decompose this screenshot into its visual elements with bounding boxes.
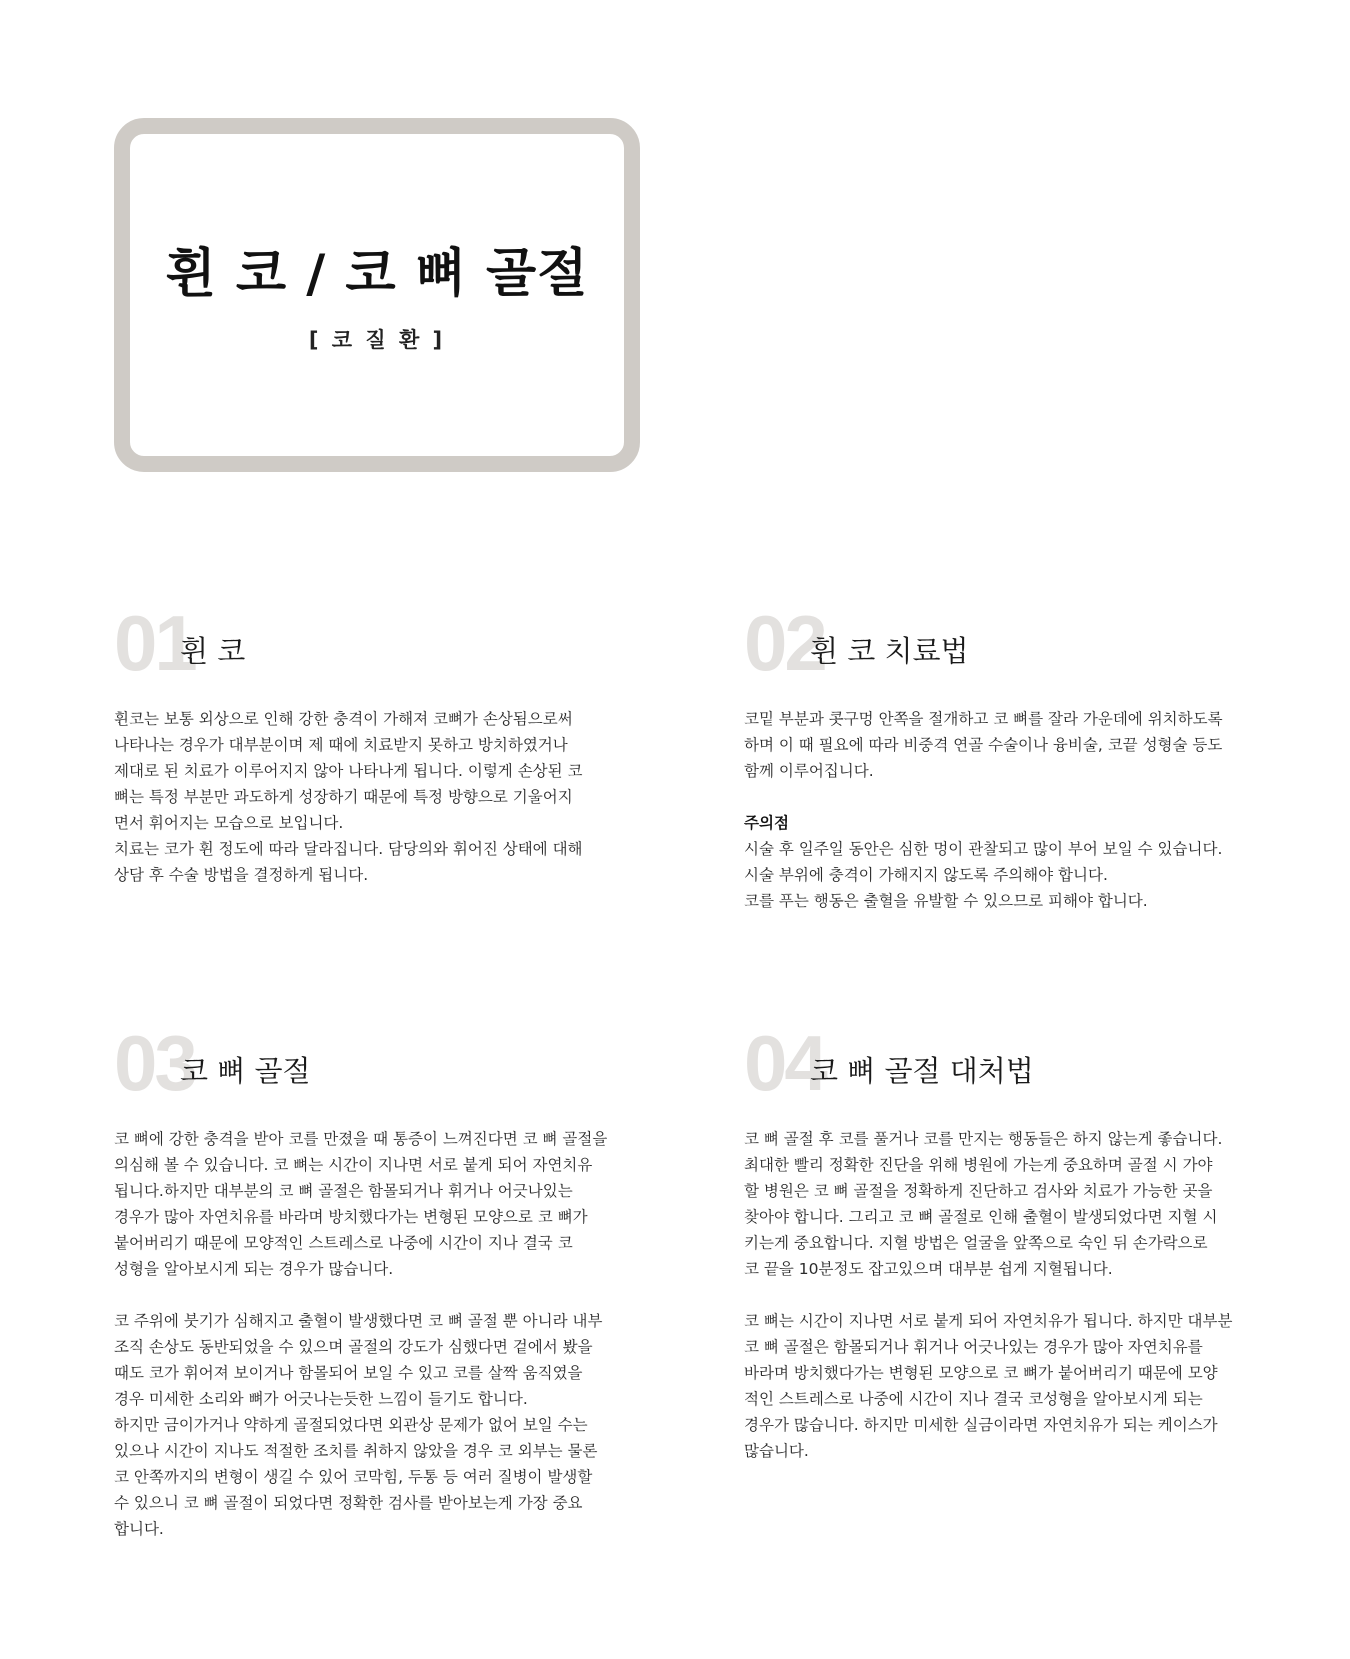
body-line: 있으나 시간이 지나도 적절한 조치를 취하지 않았을 경우 코 외부는 물론 xyxy=(114,1442,598,1460)
section-number: 04 xyxy=(744,1019,825,1107)
section-number: 02 xyxy=(744,599,825,687)
body-line: 치료는 코가 휜 정도에 따라 달라집니다. 담당의와 휘어진 상태에 대해 xyxy=(114,840,583,858)
paragraph-gap xyxy=(114,1282,614,1308)
section-body xyxy=(114,1126,614,1542)
body-line: 바라며 방치했다가는 변형된 모양으로 코 뼈가 붙어버리기 때문에 모양 xyxy=(744,1364,1218,1382)
body-line: 코 끝을 10분정도 잡고있으며 대부분 쉽게 지혈됩니다. xyxy=(744,1260,1113,1278)
body-line: 코 뼈는 시간이 지나면 서로 붙게 되어 자연치유가 됩니다. 하지만 대부분 xyxy=(744,1312,1233,1330)
body-line: 최대한 빨리 정확한 진단을 위해 병원에 가는게 중요하며 골절 시 가야 xyxy=(744,1156,1213,1174)
body-line: 코밑 부분과 콧구멍 안쪽을 절개하고 코 뼈를 잘라 가운데에 위치하도록 xyxy=(744,710,1223,728)
body-line: 뼈는 특정 부분만 과도하게 성장하기 때문에 특정 방향으로 기울어지 xyxy=(114,788,573,806)
caution-title: 주의점 xyxy=(744,814,789,832)
body-line: 휜코는 보통 외상으로 인해 강한 충격이 가해져 코뼈가 손상됨으로써 xyxy=(114,710,573,728)
title-card xyxy=(114,118,640,472)
body-line: 경우가 많습니다. 하지만 미세한 실금이라면 자연치유가 되는 케이스가 xyxy=(744,1416,1218,1434)
body-line: 붙어버리기 때문에 모양적인 스트레스로 나중에 시간이 지나 결국 코 xyxy=(114,1234,573,1252)
body-line: 할 병원은 코 뼈 골절을 정확하게 진단하고 검사와 치료가 가능한 곳을 xyxy=(744,1182,1213,1200)
body-line: 수 있으니 코 뼈 골절이 되었다면 정확한 검사를 받아보는게 가장 중요 xyxy=(114,1494,583,1512)
caution-line: 시술 부위에 충격이 가해지지 않도록 주의해야 합니다. xyxy=(744,866,1108,884)
page-title: 휜 코 / 코 뼈 골절 xyxy=(165,243,589,304)
body-line: 됩니다.하지만 대부분의 코 뼈 골절은 함몰되거나 휘거나 어긋나있는 xyxy=(114,1182,573,1200)
body-line: 의심해 볼 수 있습니다. 코 뼈는 시간이 지나면 서로 붙게 되어 자연치유 xyxy=(114,1156,593,1174)
section-body xyxy=(114,706,614,888)
body-line: 상담 후 수술 방법을 결정하게 됩니다. xyxy=(114,866,369,884)
paragraph-gap xyxy=(744,784,1244,810)
section-number: 03 xyxy=(114,1019,195,1107)
body-line: 제대로 된 치료가 이루어지지 않아 나타나게 됩니다. 이렇게 손상된 코 xyxy=(114,762,583,780)
body-line: 하며 이 때 필요에 따라 비중격 연골 수술이나 융비술, 코끝 성형술 등도 xyxy=(744,736,1223,754)
section-heading: 코 뼈 골절 대처법 xyxy=(810,1054,1034,1088)
paragraph-gap xyxy=(744,1282,1244,1308)
body-line: 코 안쪽까지의 변형이 생길 수 있어 코막힘, 두통 등 여러 질병이 발생할 xyxy=(114,1468,593,1486)
section-number: 01 xyxy=(114,599,195,687)
section-body xyxy=(744,1126,1244,1464)
body-line: 코 뼈에 강한 충격을 받아 코를 만졌을 때 통증이 느껴진다면 코 뼈 골절을 xyxy=(114,1130,608,1148)
body-line: 성형을 알아보시게 되는 경우가 많습니다. xyxy=(114,1260,394,1278)
section-heading: 코 뼈 골절 xyxy=(180,1054,311,1088)
body-line: 코 뼈 골절 후 코를 풀거나 코를 만지는 행동들은 하지 않는게 좋습니다. xyxy=(744,1130,1223,1148)
body-line: 키는게 중요합니다. 지혈 방법은 얼굴을 앞쪽으로 숙인 뒤 손가락으로 xyxy=(744,1234,1208,1252)
section-heading: 휜 코 치료법 xyxy=(810,634,969,668)
body-line: 코 뼈 골절은 함몰되거나 휘거나 어긋나있는 경우가 많아 자연치유를 xyxy=(744,1338,1203,1356)
body-line: 적인 스트레스로 나중에 시간이 지나 결국 코성형을 알아보시게 되는 xyxy=(744,1390,1203,1408)
body-line: 합니다. xyxy=(114,1520,164,1538)
body-line: 경우가 많아 자연치유를 바라며 방치했다가는 변형된 모양으로 코 뼈가 xyxy=(114,1208,588,1226)
body-line: 때도 코가 휘어져 보이거나 함몰되어 보일 수 있고 코를 살짝 움직였을 xyxy=(114,1364,583,1382)
caution-line: 시술 후 일주일 동안은 심한 멍이 관찰되고 많이 부어 보일 수 있습니다. xyxy=(744,840,1223,858)
page-subtitle: [ 코 질 환 ] xyxy=(308,327,446,352)
section-heading: 휜 코 xyxy=(180,634,246,668)
body-line: 경우 미세한 소리와 뼈가 어긋나는듯한 느낌이 들기도 합니다. xyxy=(114,1390,528,1408)
body-line: 조직 손상도 동반되었을 수 있으며 골절의 강도가 심했다면 겉에서 봤을 xyxy=(114,1338,593,1356)
body-line: 함께 이루어집니다. xyxy=(744,762,874,780)
caution-line: 코를 푸는 행동은 출혈을 유발할 수 있으므로 피해야 합니다. xyxy=(744,892,1148,910)
body-line: 코 주위에 붓기가 심해지고 출혈이 발생했다면 코 뼈 골절 뿐 아니라 내부 xyxy=(114,1312,603,1330)
body-line: 하지만 금이가거나 약하게 골절되었다면 외관상 문제가 없어 보일 수는 xyxy=(114,1416,588,1434)
body-line: 나타나는 경우가 대부분이며 제 때에 치료받지 못하고 방치하였거나 xyxy=(114,736,568,754)
body-line: 많습니다. xyxy=(744,1442,809,1460)
body-line: 찾아야 합니다. 그리고 코 뼈 골절로 인해 출혈이 발생되었다면 지혈 시 xyxy=(744,1208,1218,1226)
section-body xyxy=(744,706,1244,914)
body-line: 면서 휘어지는 모습으로 보입니다. xyxy=(114,814,344,832)
